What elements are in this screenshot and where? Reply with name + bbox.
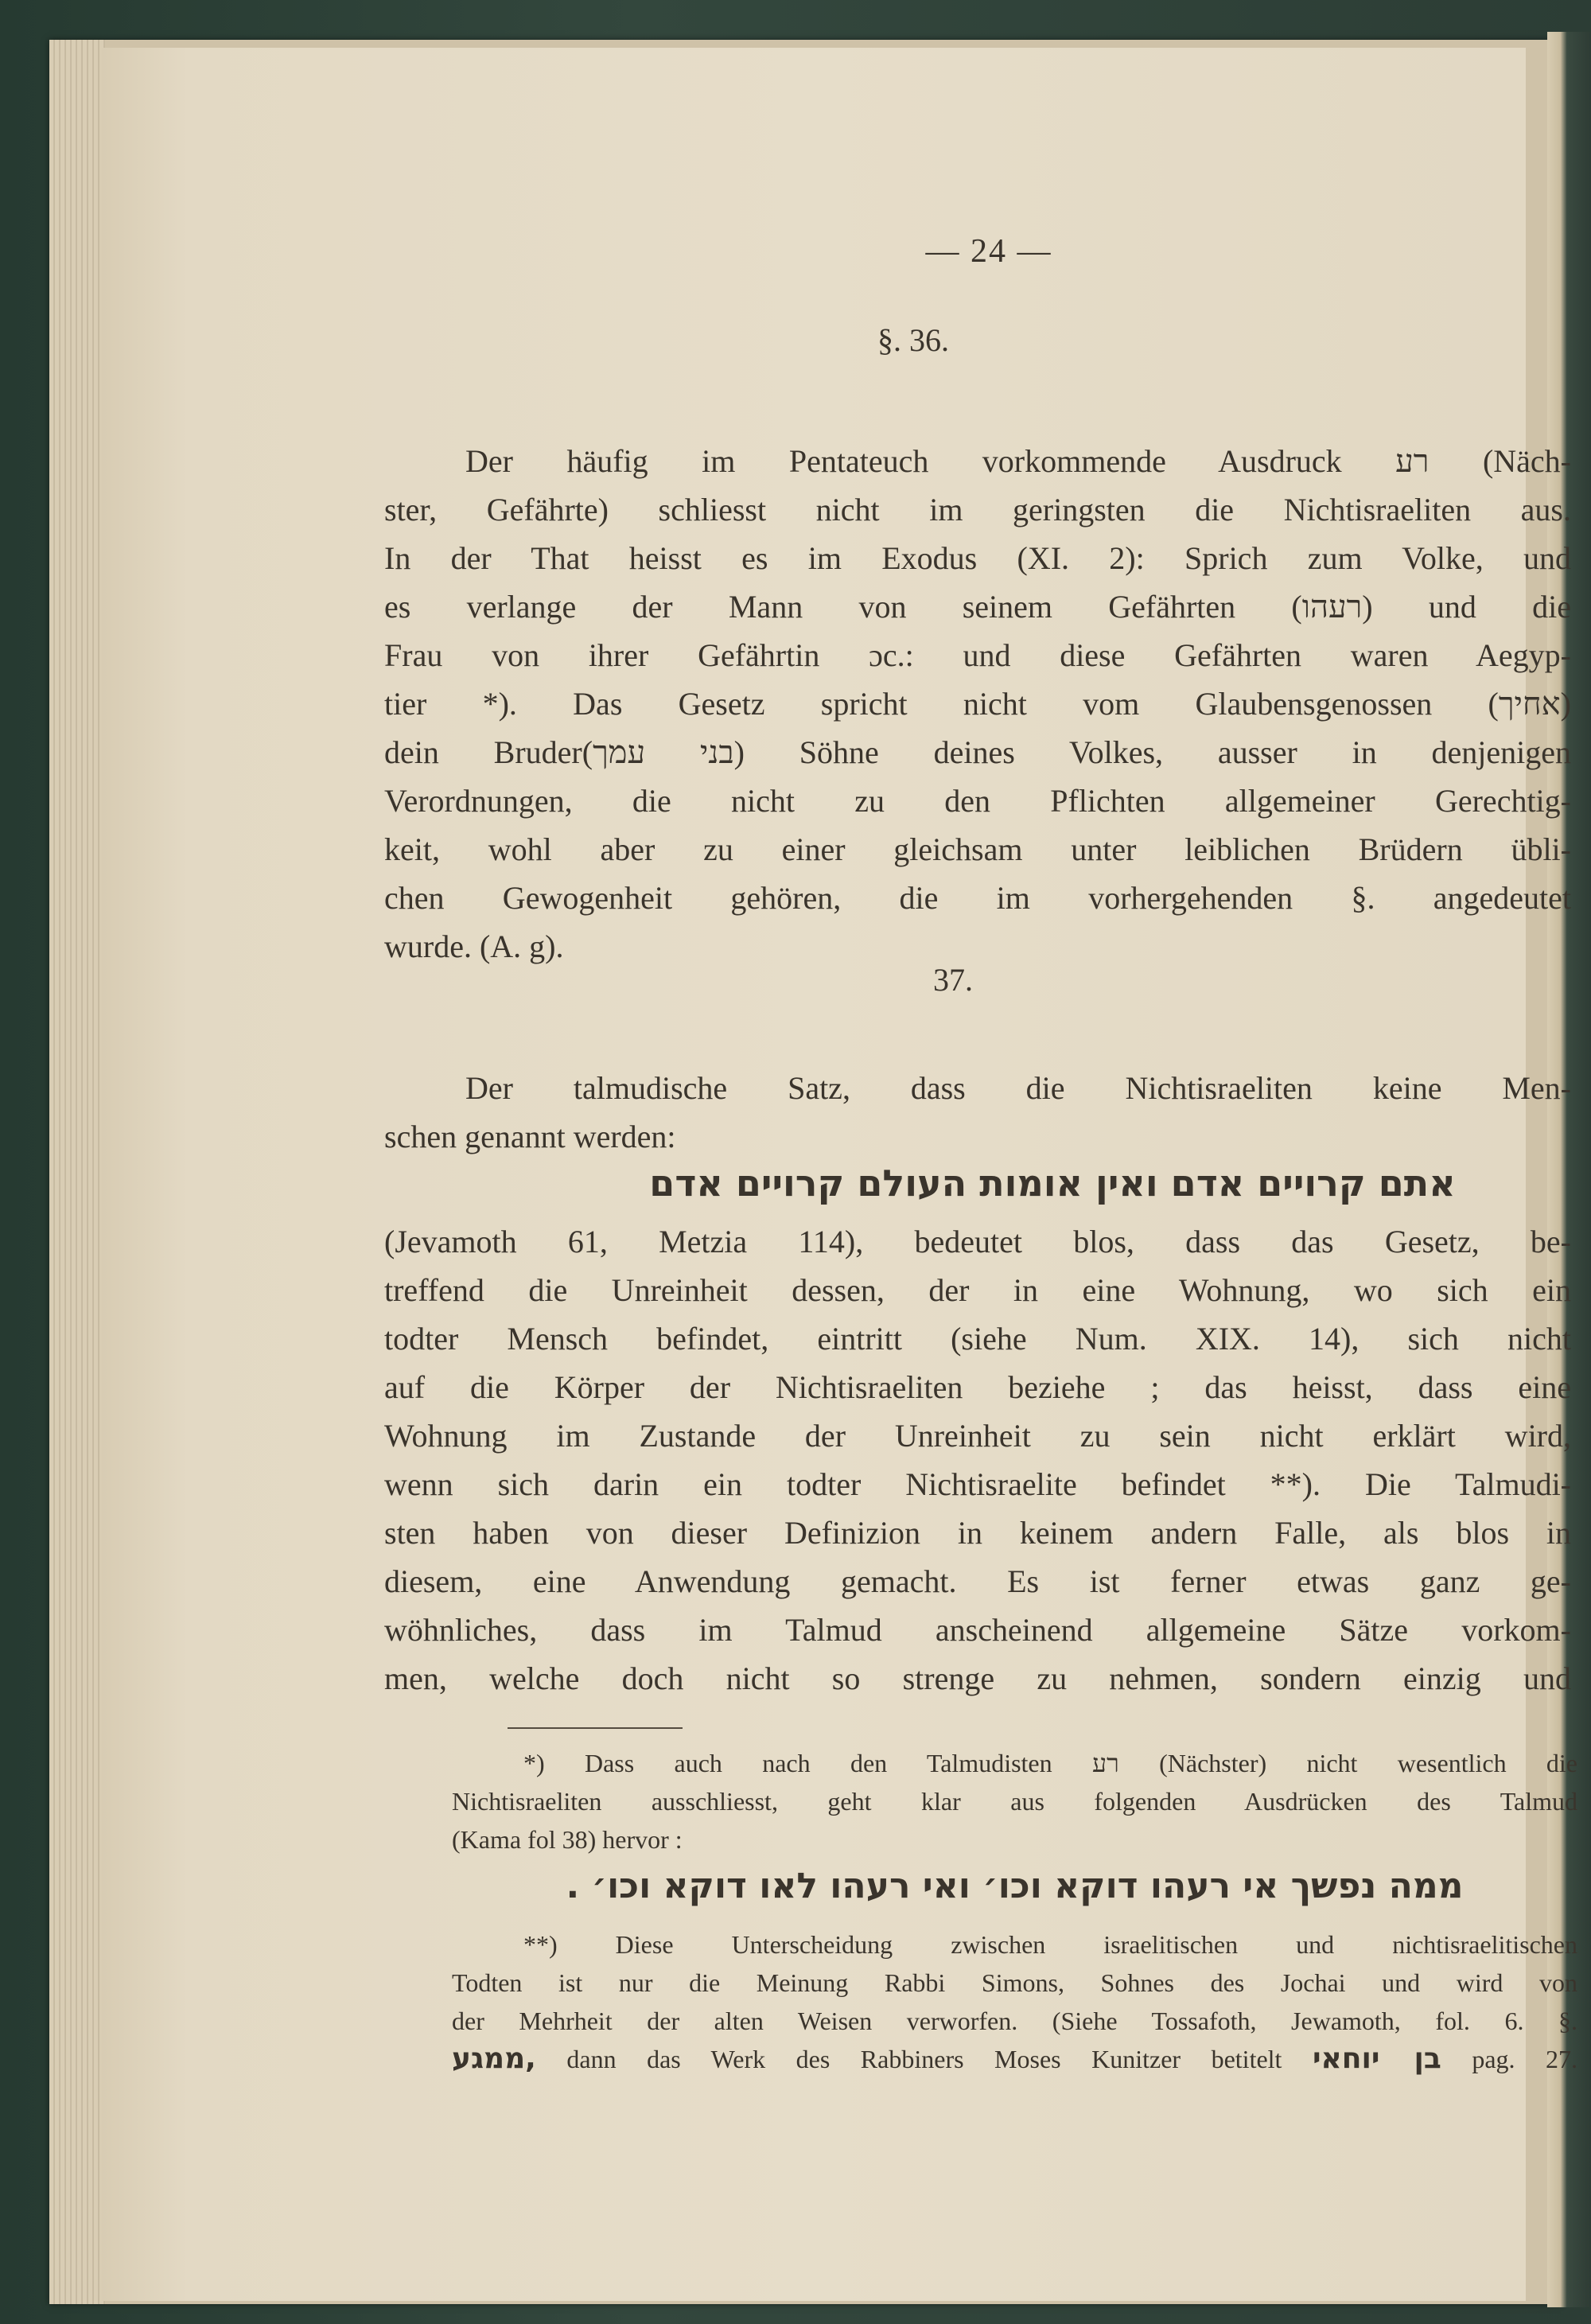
book-page [102,48,1577,2301]
text-line: es verlange der Mann von seinem Gefährten (רעהו) und die [384,589,1571,625]
section-37-intro [384,1064,1571,1161]
footnote-line-last [452,2040,1577,2078]
section-heading-36: §. 36. [877,322,949,358]
text-line: tier *). Das Gesetz spricht nicht vom Glaubensgenossen (אחיך) [384,686,1571,722]
footnote-line: *) Dass auch nach den Talmudisten רע (Nächster) nicht wesentlich die [523,1749,1577,1777]
text-line: diesem, eine Anwendung gemacht. Es ist ferner etwas ganz ge- [384,1563,1571,1599]
text-line: Verordnungen, die nicht zu den Pflichten allgemeiner Gerechtig- [384,783,1571,819]
section-heading-37: 37. [933,962,973,998]
text-line: (Jevamoth 61, Metzia 114), bedeutet blos, dass das Gesetz, be- [384,1224,1571,1259]
text-line: men, welche doch nicht so strenge zu nehmen, sondern einzig und [384,1660,1571,1696]
text-line: chen Gewogenheit gehören, die im vorhergehenden §. angedeutet [384,880,1571,916]
text-line: keit, wohl aber zu einer gleichsam unter leiblichen Brüdern übli- [384,831,1571,867]
footnote-text: dann das Werk des Rabbiners Moses Kunitzer betitelt [535,2045,1313,2073]
footnote-line: Todten ist nur die Meinung Rabbi Simons, Sohnes des Jochai und wird von [452,1968,1577,1997]
footnote-line: der Mehrheit der alten Weisen verworfen. (Siehe Tossafoth, Jewamoth, fol. 6. §. [452,2007,1577,2035]
footnote-divider [508,1727,683,1729]
text-line: Frau von ihrer Gefährtin ɔc.: und diese Gefährten waren Aegyp- [384,637,1571,673]
text-line: treffend die Unreinheit dessen, der in eine Wohnung, wo sich ein [384,1272,1571,1308]
section-36-body [384,437,1571,971]
text-line: auf die Körper der Nichtisraeliten beziehe ; das heisst, dass eine [384,1369,1571,1405]
text-line: Der talmudische Satz, dass die Nichtisraeliten keine Men- [465,1070,1571,1106]
footnote-1 [452,1744,1577,1859]
text-line: Wohnung im Zustande der Unreinheit zu sein nicht erklärt wird, [384,1418,1571,1454]
text-line: In der That heisst es im Exodus (XI. 2): Sprich zum Volke, und [384,540,1571,576]
page-number: — 24 — [925,233,1052,270]
text-line: dein Bruder(בני עמך) Söhne deines Volkes, ausser in denjenigen [384,734,1571,770]
text-line: todter Mensch befindet, eintritt (siehe Num. XIX. 14), sich nicht [384,1321,1571,1357]
page-edges [49,40,105,2304]
hebrew-quote: אתם קרויים אדם ואין אומות העולם קרויים אדם [649,1162,1456,1205]
text-line: wöhnliches, dass im Talmud anscheinend allgemeine Sätze vorkom- [384,1612,1571,1648]
text-line: sten haben von dieser Definizion in keinem andern Falle, als blos in [384,1515,1571,1551]
hebrew-word: ממגע, [452,2042,536,2075]
text-line: schen genannt werden: [384,1119,676,1154]
footnote-text: pag. 27. [1441,2045,1577,2073]
text-line: wenn sich darin ein todter Nichtisraelite befindet **). Die Talmudi- [384,1466,1571,1502]
section-37-body [384,1217,1571,1703]
hebrew-book-title: בן יוחאי [1312,2042,1441,2075]
text-line: Der häufig im Pentateuch vorkommende Ausdruck רע (Näch- [465,443,1571,479]
text-line: wurde. (A. g). [384,928,564,964]
footnote-hebrew-quote: ממה נפשך אי רעהו דוקא וכו׳ ואי רעהו לאו דוקא וכו׳ . [566,1866,1464,1906]
footnote-2 [452,1925,1577,2078]
footnote-line: **) Diese Unterscheidung zwischen israelitischen und nichtisraelitischen [523,1930,1577,1959]
footnote-line: (Kama fol 38) hervor : [452,1825,683,1854]
footnote-line: Nichtisraeliten ausschliesst, geht klar aus folgenden Ausdrücken des Talmud [452,1787,1577,1816]
text-line: ster, Gefährte) schliesst nicht im geringsten die Nichtisraeliten aus. [384,492,1571,527]
